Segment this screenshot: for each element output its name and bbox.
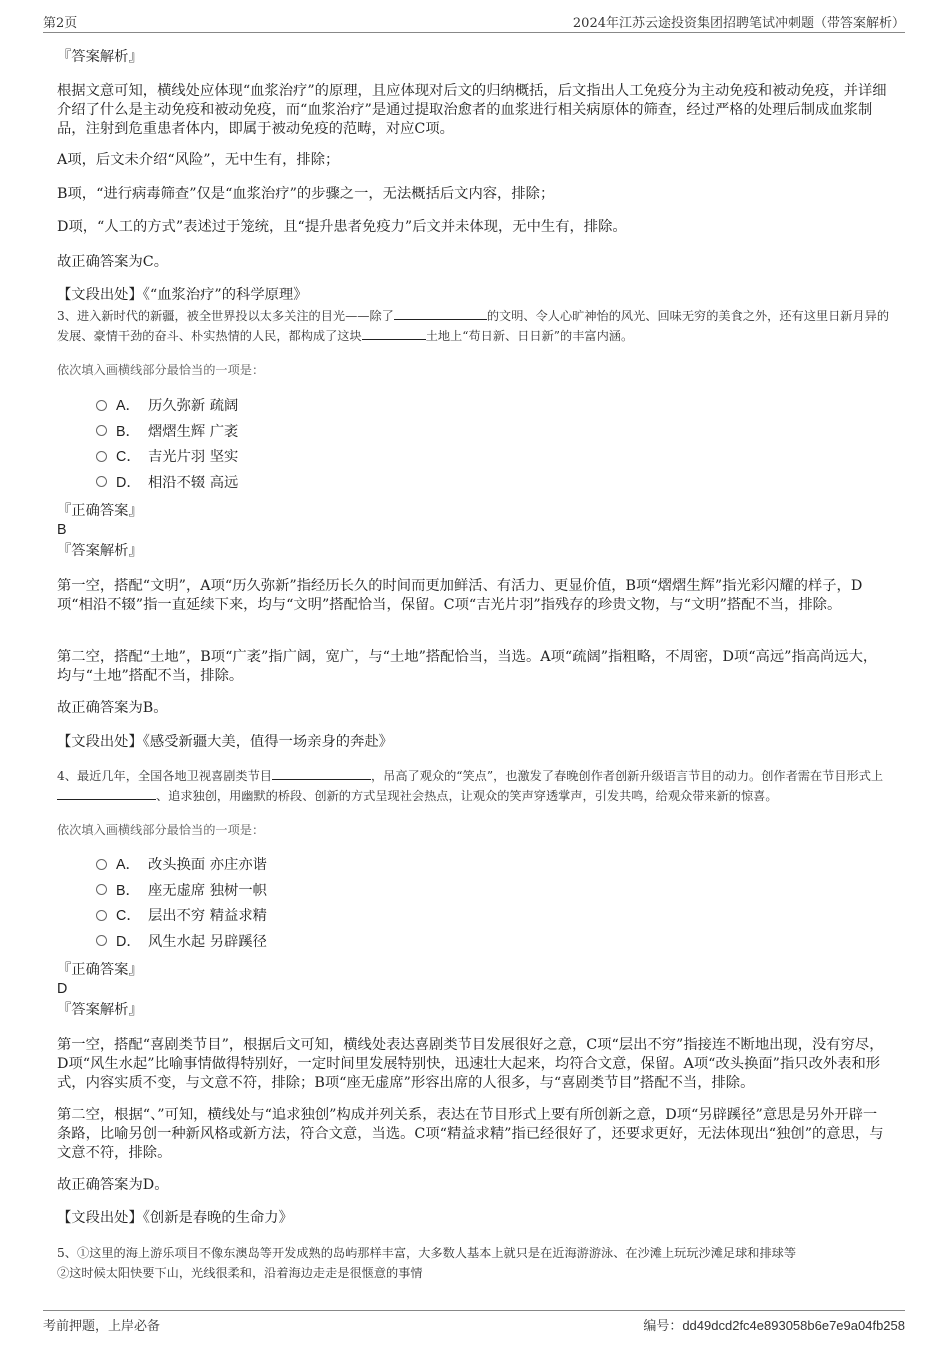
- radio-icon[interactable]: [96, 935, 107, 946]
- source-citation: 【文段出处】《感受新疆大美，值得一场亲身的奔赴》: [57, 734, 393, 750]
- analysis-paragraph: 第二空，根据“、”可知，横线处与“追求独创”构成并列关系，表达在节目形式上要有所创新之意，D项“另辟蹊径”意思是另外开辟一条路，比喻另创一种新风格或新方法，符合文意，当选。C项“精益求精”指已经很好了，还要求更好，无法体现出“独创”的意思，与文意不符，排除。: [57, 1107, 884, 1161]
- source-citation: 【文段出处】《“血浆治疗”的科学原理》: [57, 287, 308, 303]
- question-3-options: [96, 394, 238, 496]
- question-5-line-1: 5、①这里的海上游乐项目不像东澳岛等开发成熟的岛屿那样丰富，大多数人基本上就只是在近海游游泳、在沙滩上玩玩沙滩足球和排球等: [57, 1246, 797, 1260]
- option-d[interactable]: D． 风生水起 另辟蹊径: [96, 930, 267, 956]
- radio-icon[interactable]: [96, 400, 107, 411]
- source-citation: 【文段出处】《创新是春晚的生命力》: [57, 1210, 293, 1226]
- option-d[interactable]: D． 相沿不辍 高远: [96, 471, 238, 497]
- option-b[interactable]: B． 熠熠生辉 广袤: [96, 420, 238, 446]
- correct-answer: B: [57, 522, 67, 538]
- document-title: 2024年江苏云途投资集团招聘笔试冲刺题（带答案解析）: [572, 16, 905, 31]
- analysis-paragraph: 第二空，搭配“土地”，B项“广袤”指广阔，宽广，与“土地”搭配恰当，当选。A项“疏阔”指粗略，不周密，D项“高远”指高尚远大，均与“土地”搭配不当，排除。: [57, 649, 878, 684]
- question-instruction: 依次填入画横线部分最恰当的一项是：: [57, 363, 265, 377]
- conclusion: 故正确答案为D。: [57, 1177, 169, 1193]
- analysis-heading: 『答案解析』: [57, 49, 143, 65]
- option-a[interactable]: A． 改头换面 亦庄亦谐: [96, 853, 267, 879]
- blank-1: [272, 767, 371, 780]
- blank-2: [57, 787, 156, 800]
- blank-2: [362, 327, 426, 340]
- analysis-paragraph: A项，后文未介绍“风险”，无中生有，排除；: [57, 152, 340, 168]
- option-a[interactable]: A． 历久弥新 疏阔: [96, 394, 238, 420]
- correct-answer: D: [57, 981, 68, 997]
- analysis-heading: 『答案解析』: [57, 1002, 143, 1018]
- radio-icon[interactable]: [96, 476, 107, 487]
- option-b[interactable]: B． 座无虚席 独树一帜: [96, 879, 267, 905]
- analysis-heading: 『答案解析』: [57, 543, 143, 559]
- document-code: 编号：dd49dcd2fc4e893058b6e7e9a04fb258: [643, 1318, 905, 1334]
- option-c[interactable]: C． 吉光片羽 坚实: [96, 445, 238, 471]
- question-instruction: 依次填入画横线部分最恰当的一项是：: [57, 823, 265, 837]
- radio-icon[interactable]: [96, 910, 107, 921]
- analysis-paragraph: D项，“人工的方式”表述过于笼统，且“提升患者免疫力”后文并未体现，无中生有，排除。: [57, 219, 627, 235]
- analysis-paragraph: 第一空，搭配“文明”，A项“历久弥新”指经历长久的时间而更加鲜活、有活力、更显价值，B项“熠熠生辉”指光彩闪耀的样子，D项“相沿不辍”指一直延续下来，均与“文明”搭配恰当，保留。C项“吉光片羽”指残存的珍贵文物，与“文明”搭配不当，排除。: [57, 578, 863, 613]
- radio-icon[interactable]: [96, 859, 107, 870]
- analysis-paragraph: 根据文意可知，横线处应体现“血浆治疗”的原理，且应体现对后文的归纳概括，后文指出人工免疫分为主动免疫和被动免疫，并详细介绍了什么是主动免疫和被动免疫，而“血浆治疗”是通过提取治愈者的血浆进行相关病原体的筛查，经过严格的处理后制成血浆制品，注射到危重患者体内，即属于被动免疫的范畴，对应C项。: [57, 83, 887, 137]
- option-c[interactable]: C． 层出不穷 精益求精: [96, 904, 267, 930]
- radio-icon[interactable]: [96, 425, 107, 436]
- conclusion: 故正确答案为B。: [57, 700, 168, 716]
- question-4-stem: 4、最近几年，全国各地卫视喜剧类节目 ，吊高了观众的“笑点”，也激发了春晚创作者创新升级语言节目的动力。创作者需在节目形式上、追求独创，用幽默的桥段、创新的方式呈现社会热点，让观众的笑声穿透掌声，引发共鸣，给观众带来新的惊喜。: [57, 769, 884, 803]
- correct-answer-heading: 『正确答案』: [57, 503, 143, 519]
- page-footer: [43, 1310, 905, 1335]
- page-number: 第2页: [43, 16, 78, 31]
- footer-slogan: 考前押题，上岸必备: [43, 1319, 161, 1334]
- conclusion: 故正确答案为C。: [57, 254, 169, 270]
- question-3-stem: 3、进入新时代的新疆，被全世界投以太多关注的目光——除了 的文明、令人心旷神怡的风光、回味无穷的美食之外，还有这里日新月异的发展、豪情干劲的奋斗、朴实热情的人民，都构成了这块 土地上“苟日新、日日新”的丰富内涵。: [57, 309, 890, 343]
- radio-icon[interactable]: [96, 451, 107, 462]
- analysis-paragraph: B项，“进行病毒筛查”仅是“血浆治疗”的步骤之一，无法概括后文内容，排除；: [57, 186, 555, 202]
- blank-1: [394, 307, 487, 320]
- page-header: [43, 10, 905, 33]
- analysis-paragraph: 第一空，搭配“喜剧类节目”，根据后文可知，横线处表达喜剧类节目发展很好之意，C项“层出不穷”指接连不断地出现，没有穷尽，D项“风生水起”比喻事情做得特别好，一定时间里发展特别快，迅速壮大起来，均符合文意，保留。A项“改头换面”指只改外表和形式，内容实质不变，与文意不符，排除；B项“座无虚席”形容出席的人很多，与“喜剧类节目”搭配不当，排除。: [57, 1037, 884, 1091]
- radio-icon[interactable]: [96, 884, 107, 895]
- question-5-line-2: ②这时候太阳快要下山，光线很柔和，沿着海边走走是很惬意的事情: [57, 1266, 423, 1280]
- question-4-options: [96, 853, 267, 955]
- correct-answer-heading: 『正确答案』: [57, 962, 143, 978]
